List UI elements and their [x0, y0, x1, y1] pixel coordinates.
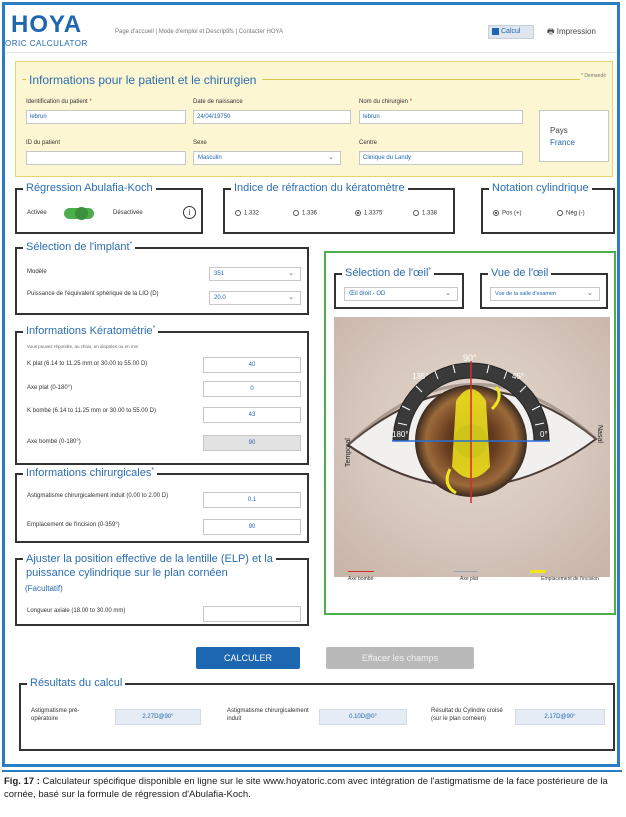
eye-select[interactable] — [344, 287, 458, 301]
sia-input[interactable]: 0.1 — [203, 492, 301, 508]
chevron-down-icon: ⌄ — [328, 154, 334, 161]
top-bar — [5, 5, 617, 53]
legend-flat-swatch — [454, 571, 478, 572]
keratometry-hint: Vous pouvez répondre, au choix, en dioptries ou en mm — [27, 344, 139, 349]
regression-on-label: Activée — [27, 210, 47, 216]
chevron-down-icon: ⌄ — [288, 294, 294, 301]
axe-flat-input[interactable]: 0 — [203, 381, 301, 397]
required-note: * Demandé — [580, 73, 606, 79]
keratometry-box — [15, 325, 309, 465]
implant-title: Sélection de l'implant* — [23, 241, 135, 253]
legend-flat-label: Axe plat — [460, 576, 479, 582]
preop-value: 2.27D@90° — [115, 709, 201, 725]
eye-view-select[interactable] — [490, 287, 600, 301]
axe-steep-input: 90 — [203, 435, 301, 451]
legend-incision-swatch — [530, 570, 546, 573]
deg-90-label: 90° — [463, 353, 477, 363]
radio-icon — [557, 210, 563, 216]
patient-id-label: ID du patient — [26, 140, 61, 146]
eye-view-title: Vue de l'œil — [488, 267, 551, 279]
deg-180-label: 180° — [392, 430, 409, 439]
toggle-knob — [75, 207, 88, 220]
calc-label: Calcul — [501, 28, 521, 35]
eye-view-box — [480, 267, 608, 309]
sex-value: Masculin — [198, 155, 222, 161]
surgeon-label: Nom du chirurgien * — [359, 99, 413, 105]
power-label: Puissance de l'équivalent sphérique de la LIO (D) — [27, 291, 159, 297]
incision-input[interactable]: 90 — [203, 519, 301, 535]
regression-off-label: Désactivée — [113, 210, 143, 216]
regression-box — [15, 182, 203, 234]
model-label: Modèle — [27, 269, 47, 275]
birth-date-label: Date de naissance — [193, 99, 243, 105]
refraction-option-13375[interactable]: 1.3375 — [355, 210, 382, 217]
caption-rule — [2, 770, 622, 772]
sex-select[interactable] — [193, 151, 341, 165]
axial-input[interactable] — [203, 606, 301, 622]
centre-input[interactable]: Clinique du Landy — [359, 151, 523, 165]
printer-icon: 🖶 — [547, 27, 555, 36]
notation-box — [481, 182, 615, 234]
legend-steep-label: Axe bombé — [348, 576, 374, 582]
clear-fields-button[interactable]: Effacer les champs — [326, 647, 474, 669]
model-select[interactable] — [209, 267, 301, 281]
power-select[interactable] — [209, 291, 301, 305]
ksteep-input[interactable]: 43 — [203, 407, 301, 423]
incision-label: Emplacement de l'incision (0-359°) — [27, 522, 120, 528]
kflat-label: K plat (6.14 to 11.25 mm or 30.00 to 55.00 D) — [27, 361, 148, 367]
refraction-title: Indice de réfraction du kératomètre — [231, 182, 408, 194]
refraction-option-1338[interactable]: 1.338 — [413, 210, 437, 217]
regression-title: Régression Abulafia-Koch — [23, 182, 156, 194]
print-button[interactable] — [547, 26, 596, 40]
radio-icon — [293, 210, 299, 216]
elp-optional: (Facultatif) — [25, 584, 63, 593]
cross-label: Résultat du Cylindre croisé (sur le plan cornéen) — [431, 708, 503, 722]
birth-date-input[interactable]: 24/04/19750 — [193, 110, 351, 124]
temporal-label: Temporal — [345, 438, 352, 467]
country-value: France — [550, 138, 575, 147]
refraction-box — [223, 182, 455, 234]
notation-option-neg[interactable]: Nég (-) — [557, 210, 585, 217]
calculate-button[interactable]: CALCULER — [196, 647, 300, 669]
legend-incision-label: Emplacement de l'incision — [541, 576, 599, 582]
patient-id-input[interactable] — [26, 151, 186, 165]
kflat-input[interactable]: 40 — [203, 357, 301, 373]
chevron-down-icon: ⌄ — [445, 290, 451, 297]
notation-option-pos[interactable]: Pos (+) — [493, 210, 522, 217]
axial-label: Longueur axiale (18.00 to 30.00 mm) — [27, 608, 126, 614]
eye-select-value: Œil droit - OD — [349, 291, 386, 297]
elp-title: Ajuster la position effective de la lentille (ELP) et la puissance cylindrique sur le plan cornéen — [23, 552, 276, 580]
patient-section — [15, 61, 613, 177]
centre-label: Centre — [359, 140, 378, 146]
eye-panel — [324, 251, 616, 615]
country-box[interactable] — [539, 110, 609, 162]
calc-button[interactable] — [488, 25, 534, 39]
eye-select-title: Sélection de l'œil* — [342, 267, 434, 279]
eye-select-box — [334, 267, 464, 309]
results-title: Résultats du calcul — [27, 677, 125, 689]
nasal-label: Nasal — [596, 425, 603, 443]
deg-135-label: 135° — [412, 372, 429, 381]
chevron-down-icon: ⌄ — [288, 270, 294, 277]
preop-label: Astigmatisme pré-opératoire — [31, 708, 80, 722]
calculator-icon — [492, 28, 499, 35]
patient-section-title: Informations pour le patient et le chirurgien — [26, 73, 259, 87]
radio-icon — [413, 210, 419, 216]
deg-0-label: 0° — [540, 430, 548, 439]
eye-view-value: Vue de la salle d'examen — [495, 291, 557, 297]
refraction-option-1336[interactable]: 1.336 — [293, 210, 317, 217]
results-sia-value: 0.10D@0° — [319, 709, 407, 725]
keratometry-title: Informations Kératométrie* — [23, 325, 158, 337]
top-navigation[interactable]: Page d'accueil | Mode d'emploi et Descriptifs | Contacter HOYA — [115, 29, 284, 35]
print-label: Impression — [556, 27, 596, 36]
hoya-logo[interactable]: HOYA — [11, 11, 83, 38]
radio-selected-icon — [355, 210, 361, 216]
logo-subtitle: ORIC CALCULATOR — [5, 39, 88, 48]
legend-steep-swatch — [348, 571, 374, 572]
axe-flat-label: Axe plat (0-180°) — [27, 385, 73, 391]
caption-text: Calculateur spécifique disponible en ligne sur le site www.hoyatoric.com avec intégration de l'astigmatisme de la face postérieure de la cornée, basé sur la formule de régression d'Abulafia-Koch. — [4, 776, 608, 800]
regression-toggle[interactable] — [64, 208, 94, 219]
axe-steep-label: Axe bombé (0-180°) — [27, 439, 81, 445]
id-patient-label: Identification du patient * — [26, 99, 92, 105]
eye-diagram — [334, 317, 610, 577]
deg-45-label: 45° — [512, 372, 525, 381]
implant-box — [15, 241, 309, 315]
surgeon-input[interactable]: lebrun — [359, 110, 523, 124]
country-label: Pays — [550, 126, 568, 135]
results-sia-label: Astigmatisme chirurgicalement induit — [227, 708, 309, 722]
radio-selected-icon — [493, 210, 499, 216]
figure-number: Fig. 17 : — [4, 776, 40, 787]
radio-icon — [235, 210, 241, 216]
surgical-box — [15, 467, 309, 543]
model-value: 351 — [214, 271, 225, 277]
elp-box — [15, 553, 309, 626]
info-icon[interactable]: i — [183, 206, 196, 219]
id-patient-input[interactable]: lebrun — [26, 110, 186, 124]
cross-value: 2.17D@90° — [515, 709, 605, 725]
ksteep-label: K bombé (6.14 to 11.25 mm or 30.00 to 55.00 D) — [27, 408, 156, 414]
results-box — [19, 677, 615, 751]
refraction-option-1332[interactable]: 1.332 — [235, 210, 259, 217]
notation-title: Notation cylindrique — [489, 182, 592, 194]
calculator-window — [2, 2, 620, 767]
figure-caption — [4, 775, 622, 801]
sex-label: Sexe — [193, 140, 207, 146]
divider — [262, 79, 580, 80]
sia-label: Astigmatisme chirurgicalement induit (0.00 to 2.00 D) — [27, 493, 169, 499]
power-value: 20.0 — [214, 295, 226, 301]
chevron-down-icon: ⌄ — [587, 290, 593, 297]
surgical-title: Informations chirurgicales* — [23, 467, 157, 479]
